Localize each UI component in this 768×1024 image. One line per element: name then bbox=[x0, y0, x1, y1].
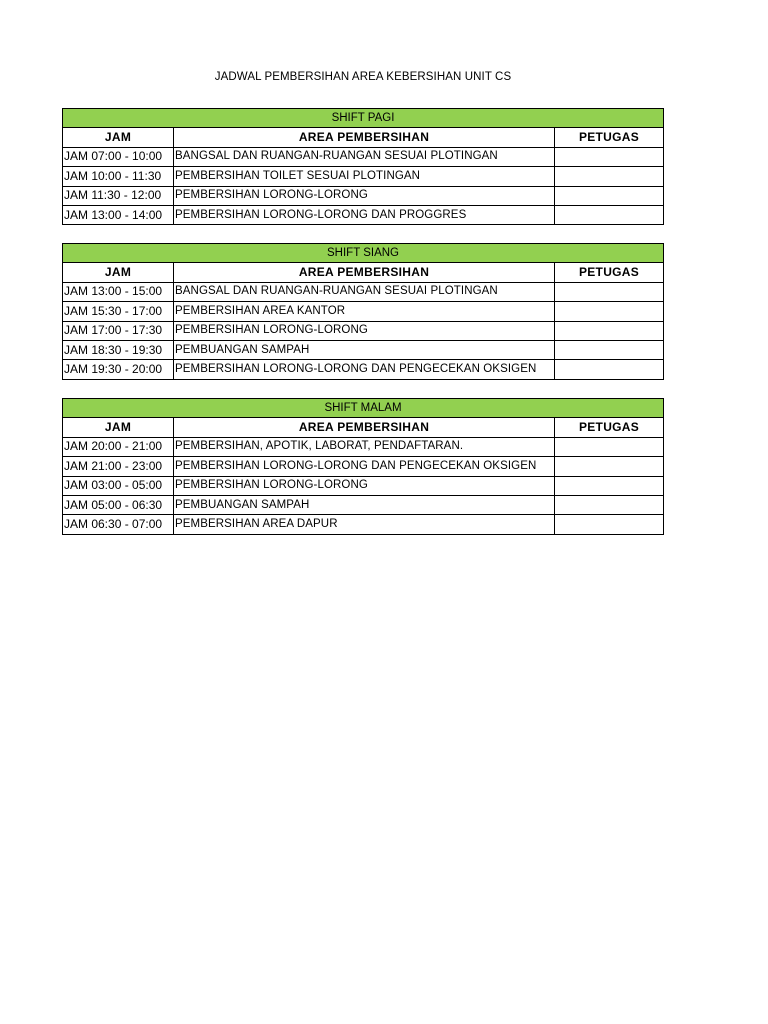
petugas-cell bbox=[555, 457, 664, 476]
column-header-petugas: PETUGAS bbox=[555, 418, 664, 437]
column-header-area: AREA PEMBERSIHAN bbox=[174, 128, 555, 147]
table-row bbox=[63, 167, 664, 186]
shift-table-siang bbox=[62, 243, 664, 380]
shift-table-pagi bbox=[62, 108, 664, 225]
column-header-area: AREA PEMBERSIHAN bbox=[174, 263, 555, 282]
time-cell: JAM 17:00 - 17:30 bbox=[63, 321, 174, 340]
shift-table-malam bbox=[62, 398, 664, 535]
column-header-area: AREA PEMBERSIHAN bbox=[174, 418, 555, 437]
area-cell: BANGSAL DAN RUANGAN-RUANGAN SESUAI PLOTINGAN bbox=[174, 282, 555, 301]
time-cell: JAM 06:30 - 07:00 bbox=[63, 515, 174, 534]
time-cell: JAM 15:30 - 17:00 bbox=[63, 302, 174, 321]
area-cell: PEMBUANGAN SAMPAH bbox=[174, 495, 555, 514]
time-cell: JAM 10:00 - 11:30 bbox=[63, 167, 174, 186]
petugas-cell bbox=[555, 167, 664, 186]
petugas-cell bbox=[555, 302, 664, 321]
petugas-cell bbox=[555, 360, 664, 379]
table-row bbox=[63, 340, 664, 359]
table-row bbox=[63, 147, 664, 166]
area-cell: PEMBUANGAN SAMPAH bbox=[174, 340, 555, 359]
table-row bbox=[63, 457, 664, 476]
table-row bbox=[63, 205, 664, 224]
table-row bbox=[63, 186, 664, 205]
area-cell: PEMBERSIHAN AREA DAPUR bbox=[174, 515, 555, 534]
time-cell: JAM 19:30 - 20:00 bbox=[63, 360, 174, 379]
table-row bbox=[63, 360, 664, 379]
time-cell: JAM 03:00 - 05:00 bbox=[63, 476, 174, 495]
area-cell: PEMBERSIHAN LORONG-LORONG bbox=[174, 476, 555, 495]
time-cell: JAM 20:00 - 21:00 bbox=[63, 437, 174, 456]
area-cell: PEMBERSIHAN AREA KANTOR bbox=[174, 302, 555, 321]
shift-header-row bbox=[63, 399, 664, 418]
shift-title: SHIFT SIANG bbox=[63, 244, 664, 263]
petugas-cell bbox=[555, 205, 664, 224]
column-header-jam: JAM bbox=[63, 263, 174, 282]
area-cell: PEMBERSIHAN LORONG-LORONG DAN PENGECEKAN OKSIGEN bbox=[174, 360, 555, 379]
petugas-cell bbox=[555, 515, 664, 534]
petugas-cell bbox=[555, 186, 664, 205]
petugas-cell bbox=[555, 282, 664, 301]
document-title: JADWAL PEMBERSIHAN AREA KEBERSIHAN UNIT CS bbox=[214, 71, 512, 83]
table-row bbox=[63, 515, 664, 534]
table-row bbox=[63, 321, 664, 340]
time-cell: JAM 21:00 - 23:00 bbox=[63, 457, 174, 476]
shift-header-row bbox=[63, 109, 664, 128]
column-header-row bbox=[63, 418, 664, 437]
table-row bbox=[63, 302, 664, 321]
time-cell: JAM 13:00 - 14:00 bbox=[63, 205, 174, 224]
area-cell: PEMBERSIHAN LORONG-LORONG bbox=[174, 321, 555, 340]
shift-title: SHIFT PAGI bbox=[63, 109, 664, 128]
area-cell: BANGSAL DAN RUANGAN-RUANGAN SESUAI PLOTINGAN bbox=[174, 147, 555, 166]
petugas-cell bbox=[555, 321, 664, 340]
column-header-petugas: PETUGAS bbox=[555, 128, 664, 147]
time-cell: JAM 11:30 - 12:00 bbox=[63, 186, 174, 205]
petugas-cell bbox=[555, 495, 664, 514]
table-row bbox=[63, 282, 664, 301]
column-header-petugas: PETUGAS bbox=[555, 263, 664, 282]
column-header-row bbox=[63, 128, 664, 147]
table-row bbox=[63, 476, 664, 495]
time-cell: JAM 05:00 - 06:30 bbox=[63, 495, 174, 514]
shift-title: SHIFT MALAM bbox=[63, 399, 664, 418]
column-header-jam: JAM bbox=[63, 128, 174, 147]
time-cell: JAM 18:30 - 19:30 bbox=[63, 340, 174, 359]
shift-header-row bbox=[63, 244, 664, 263]
table-row bbox=[63, 495, 664, 514]
column-header-row bbox=[63, 263, 664, 282]
area-cell: PEMBERSIHAN LORONG-LORONG DAN PENGECEKAN OKSIGEN bbox=[174, 457, 555, 476]
column-header-jam: JAM bbox=[63, 418, 174, 437]
table-row bbox=[63, 437, 664, 456]
petugas-cell bbox=[555, 476, 664, 495]
petugas-cell bbox=[555, 437, 664, 456]
time-cell: JAM 13:00 - 15:00 bbox=[63, 282, 174, 301]
area-cell: PEMBERSIHAN LORONG-LORONG bbox=[174, 186, 555, 205]
area-cell: PEMBERSIHAN TOILET SESUAI PLOTINGAN bbox=[174, 167, 555, 186]
area-cell: PEMBERSIHAN LORONG-LORONG DAN PROGGRES bbox=[174, 205, 555, 224]
time-cell: JAM 07:00 - 10:00 bbox=[63, 147, 174, 166]
petugas-cell bbox=[555, 340, 664, 359]
area-cell: PEMBERSIHAN, APOTIK, LABORAT, PENDAFTARAN. bbox=[174, 437, 555, 456]
petugas-cell bbox=[555, 147, 664, 166]
